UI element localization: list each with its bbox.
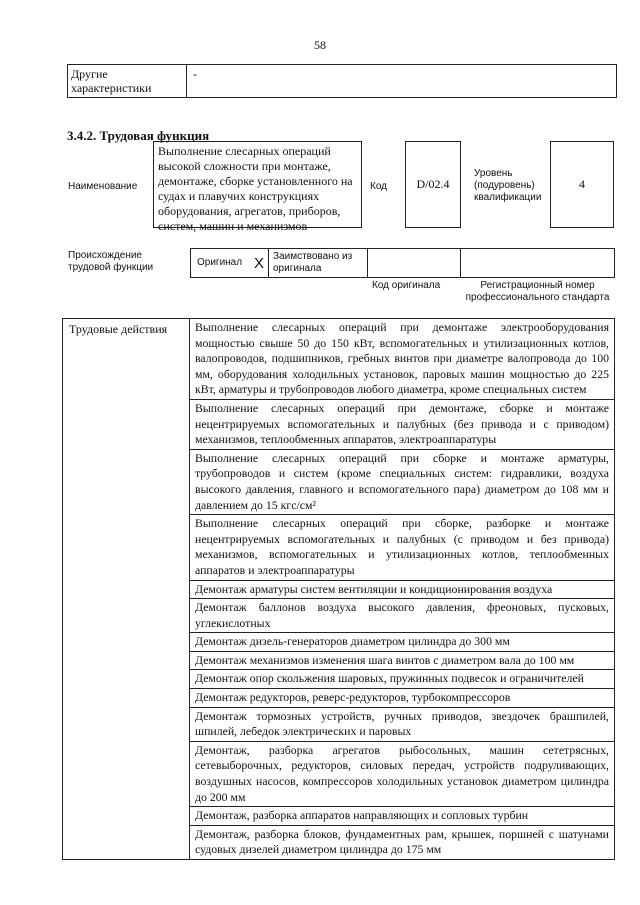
labor-action-row: Демонтаж баллонов воздуха высокого давления, фреоновых, пусковых, углекислотных xyxy=(190,599,614,633)
other-characteristics-value: - xyxy=(193,67,197,81)
origin-label: Происхождение трудовой функции xyxy=(68,250,154,273)
labor-action-row: Демонтаж, разборка блоков, фундаментных рам, крышек, поршней с шатунами судовых дизелей диаметром цилиндра до 175 мм xyxy=(195,826,609,857)
reg-number-caption: Регистрационный номер профессионального стандарта xyxy=(465,280,610,303)
labor-action-row: Демонтаж, разборка аппаратов направляющих и сопловых турбин xyxy=(190,807,614,826)
other-characteristics-label: Другие характеристики xyxy=(68,65,187,97)
labor-action-row: Демонтаж тормозных устройств, ручных приводов, звездочек брашпилей, шпилей, лебедок электрических и паровых xyxy=(190,708,614,742)
reg-number-cell xyxy=(460,248,615,278)
qualification-level-value: 4 xyxy=(550,141,614,228)
function-name-value: Выполнение слесарных операций высокой сложности при монтаже, демонтаже, сборке установленного на судах и плавучих конструкциях оборудования, агрегатов, приборов, систем, машин и механизмов xyxy=(153,141,362,228)
original-code-caption: Код оригинала xyxy=(372,280,441,291)
section-heading: 3.4.2. Трудовая функция xyxy=(67,128,210,143)
labor-action-row: Выполнение слесарных операций при сборке, разборке и монтаже нецентрируемых вспомогательных и палубных (с приводом и без привода) механизмов, вспомогательных и утилизационных котлов, теплообменных аппаратов и электроаппаратуры xyxy=(190,515,614,580)
labor-action-row: Демонтаж опор скольжения шаровых, пружинных подвесок и ограничителей xyxy=(190,670,614,689)
page-number: 58 xyxy=(314,38,326,52)
labor-action-row: Демонтаж редукторов, реверс-редукторов, турбокомпрессоров xyxy=(190,689,614,708)
qualification-level-label: Уровень (подуровень) квалификации xyxy=(474,168,542,203)
labor-actions-label: Трудовые действия xyxy=(63,319,190,859)
labor-actions-list xyxy=(190,319,614,859)
labor-actions-table xyxy=(62,318,615,860)
original-cell xyxy=(190,248,250,278)
labor-action-row: Демонтаж механизмов изменения шага винтов с диаметром вала до 100 мм xyxy=(190,652,614,671)
labor-action-row: Демонтаж дизель-генераторов диаметром цилиндра до 300 мм xyxy=(190,633,614,652)
code-value: D/02.4 xyxy=(405,141,461,228)
labor-action-row: Выполнение слесарных операций при сборке и монтаже арматуры, трубопроводов и систем (кроме специальных систем: гидравлики, воздуха высокого давления, главного и вспомогательного пара) диаметром до 108 мм и давлением до 15 кгс/см² xyxy=(190,450,614,515)
original-mark: X xyxy=(250,248,268,278)
labor-action-row: Демонтаж арматуры систем вентиляции и кондиционирования воздуха xyxy=(190,581,614,600)
code-label: Код xyxy=(370,181,388,192)
labor-action-row: Выполнение слесарных операций при демонтаже, сборке и монтаже нецентрируемых вспомогательных и палубных (без привода и с приводом) механизмов, теплообменных аппаратов, электроаппаратуры xyxy=(190,400,614,450)
labor-action-row: Выполнение слесарных операций при демонтаже электрооборудования мощностью свыше 50 до 150 кВт, вспомогательных и утилизационных котлов, валопроводов, подшипников, гребных винтов при диаметре валопровода до 100 мм, оборудования холодильных установок, паровых машин мощностью до 225 кВт, арматуры и трубопроводов любого диаметра, кроме специальных систем xyxy=(190,319,614,400)
original-code-cell xyxy=(368,248,460,278)
labor-action-row: Демонтаж, разборка агрегатов рыбосольных, машин сететрясных, сетевыборочных, редукторов, силовых передач, устройств подруливающих, воздушных насосов, компрессоров холодильных установок диаметром цилиндра до 200 мм xyxy=(190,742,614,807)
name-label: Наименование xyxy=(68,181,138,192)
original-label: Оригинал xyxy=(197,257,243,268)
borrowed-cell: Заимствовано из оригинала xyxy=(268,248,368,278)
other-characteristics-table xyxy=(67,64,617,98)
